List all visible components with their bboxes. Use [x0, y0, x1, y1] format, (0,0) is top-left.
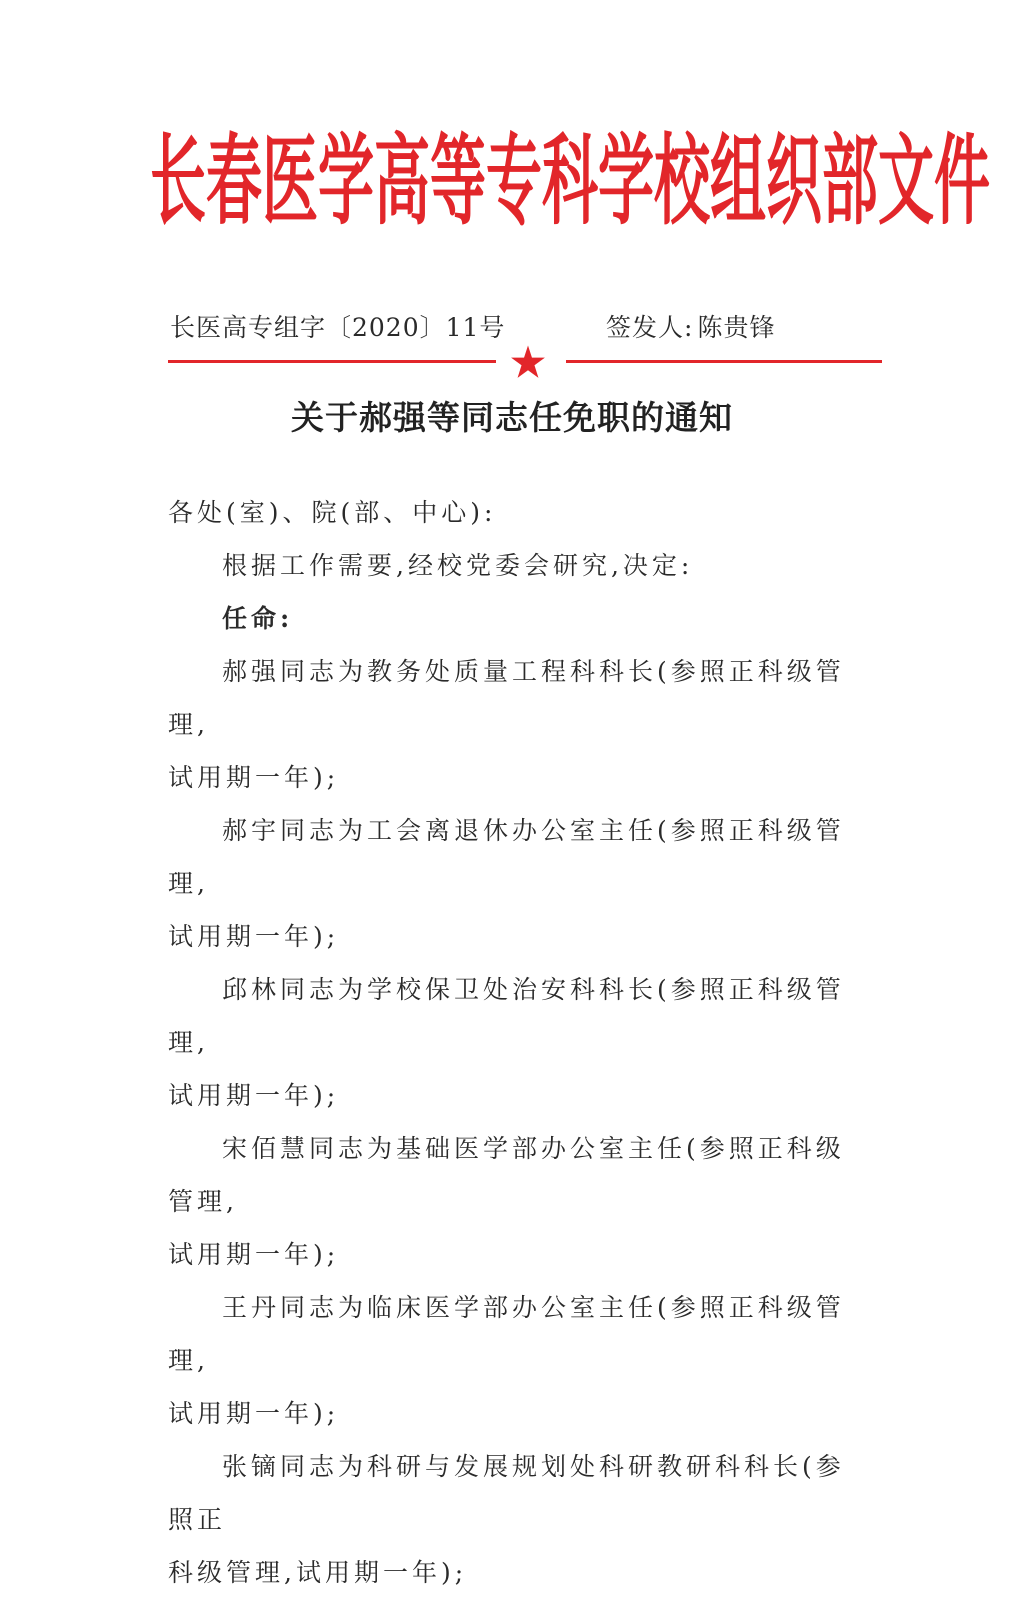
red-separator-right	[566, 360, 882, 363]
issuer-label: 签发人:	[606, 313, 694, 342]
appointment-line-cont: 试用期一年);	[168, 922, 340, 951]
issuer	[606, 308, 775, 344]
salutation: 各处(室)、院(部、中心):	[168, 498, 497, 527]
document-number: 长医高专组字〔2020〕11号	[170, 313, 506, 342]
red-star-icon	[510, 344, 546, 380]
appointment-line: 郝宇同志为工会离退休办公室主任(参照正科级管理,	[168, 816, 845, 898]
notice-title: 关于郝强等同志任免职的通知	[291, 398, 733, 437]
appointment-line-cont: 试用期一年);	[168, 763, 340, 792]
appointment-line: 邱林同志为学校保卫处治安科科长(参照正科级管理,	[168, 975, 845, 1057]
appointment-line: 宋佰慧同志为基础医学部办公室主任(参照正科级管理,	[168, 1134, 845, 1216]
issuer-name: 陈贵锋	[697, 313, 776, 342]
notice-body	[168, 486, 868, 1599]
red-separator-left	[168, 360, 496, 363]
appointment-line: 郝强同志为教务处质量工程科科长(参照正科级管理,	[168, 657, 845, 739]
intro-paragraph: 根据工作需要,经校党委会研究,决定:	[222, 551, 694, 580]
appointment-line-cont: 试用期一年);	[168, 1081, 340, 1110]
appointment-line: 王丹同志为临床医学部办公室主任(参照正科级管理,	[168, 1293, 845, 1375]
appointment-line-cont: 科级管理,试用期一年);	[168, 1558, 468, 1587]
appointment-line-cont: 试用期一年);	[168, 1240, 340, 1269]
section-heading: 任命:	[222, 604, 294, 633]
appointment-line-cont: 试用期一年);	[168, 1399, 340, 1428]
appointment-line: 张镝同志为科研与发展规划处科研教研科科长(参照正	[168, 1452, 845, 1534]
masthead-title: 长春医学高等专科学校组织部文件	[150, 125, 990, 239]
